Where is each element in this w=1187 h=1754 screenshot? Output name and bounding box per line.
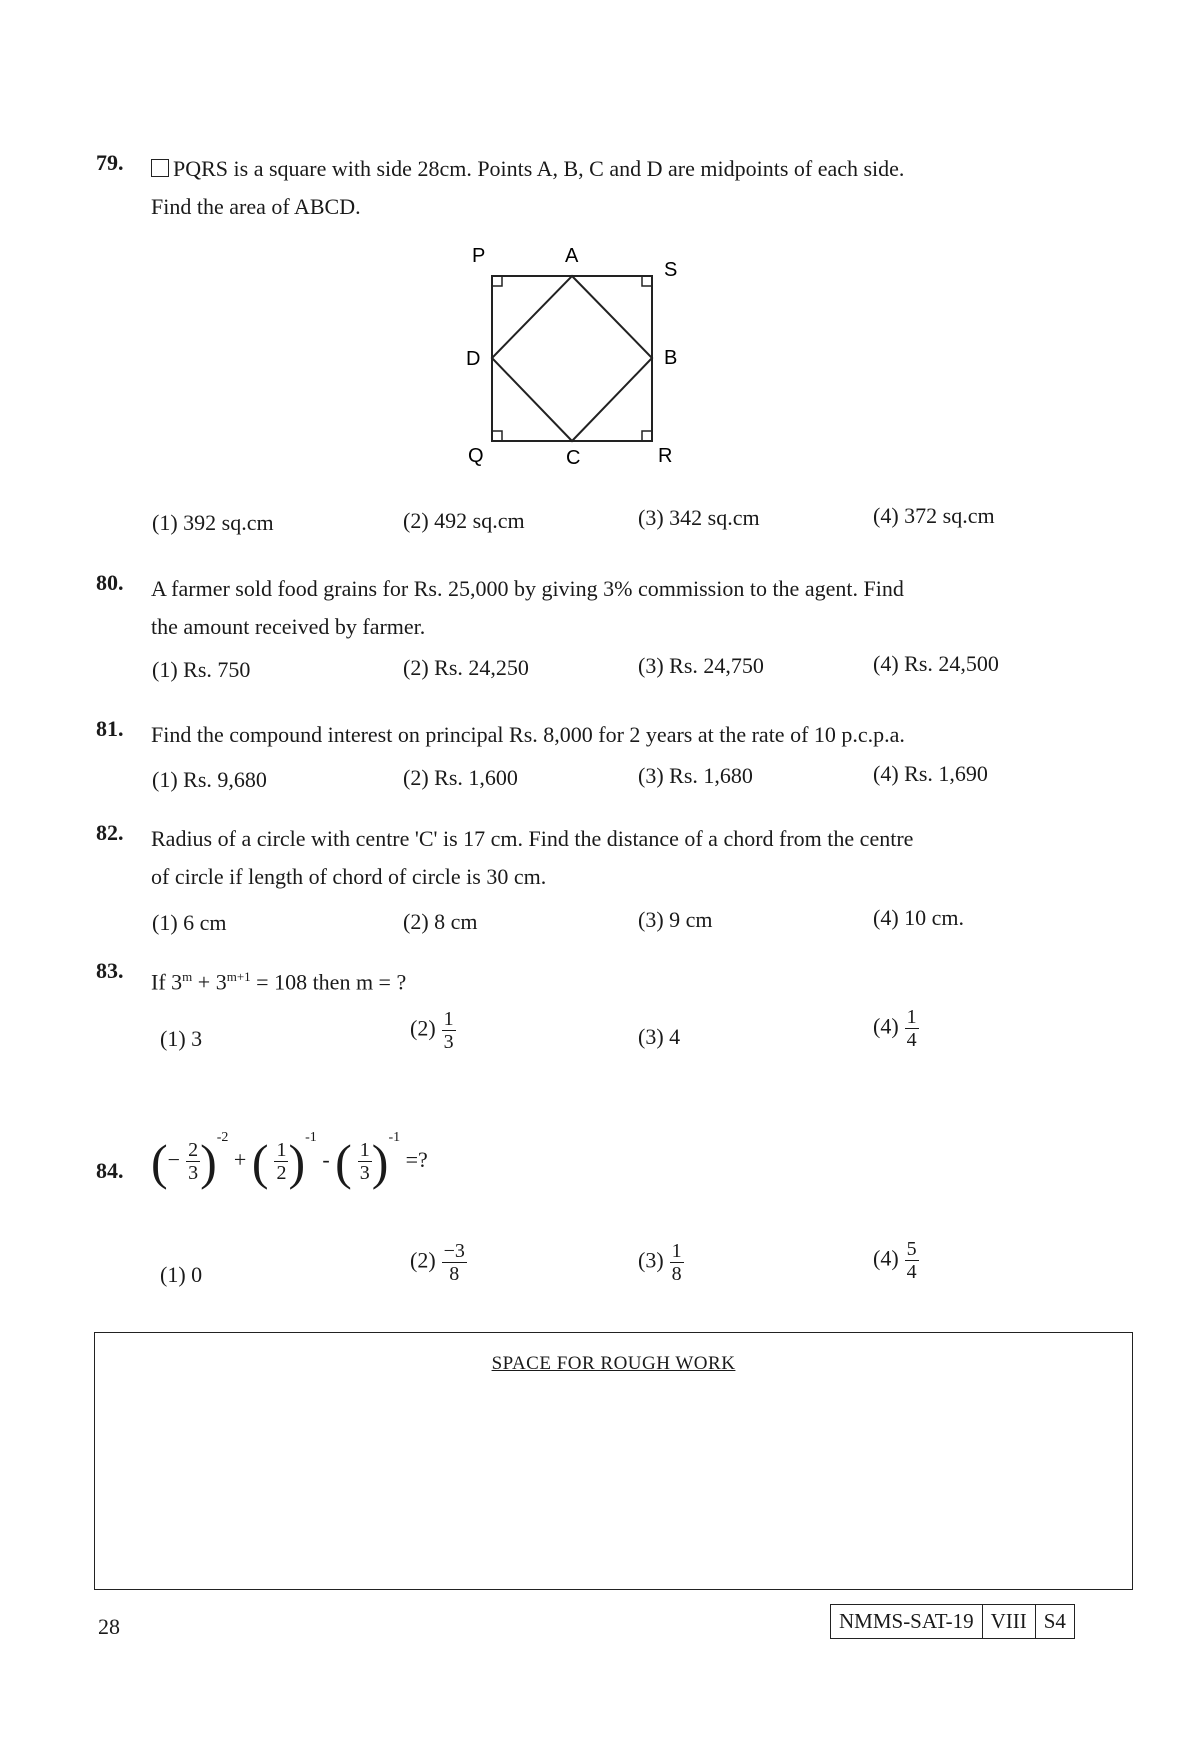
option-4: (4) 10 cm. bbox=[873, 905, 965, 930]
option-2: (2) 8 cm bbox=[403, 909, 478, 934]
option-1: (1) Rs. 9,680 bbox=[152, 767, 267, 792]
fraction: $\frac{1}{4}$ bbox=[906, 1006, 917, 1051]
fraction: $\frac{1}{3}$ bbox=[359, 1139, 370, 1185]
question-number: 79. bbox=[96, 150, 124, 175]
math-expression: (− $\frac{2}{3}$ )$^{-2}$ + ( $\frac{1}{2}$ )$^{-1}$ - ( $\frac{1}{3}$ )$^{-1}$ =? bbox=[151, 1130, 428, 1190]
question-text: If $3^m + 3^{m+1} = 108$ then m = ? bbox=[151, 969, 407, 995]
label-a: A bbox=[565, 245, 579, 267]
option-1: (1) Rs. 750 bbox=[152, 657, 251, 682]
option-3: (3) 9 cm bbox=[638, 907, 713, 932]
question-number: 84. bbox=[96, 1158, 124, 1183]
paper-code-exam: NMMS-SAT-19 bbox=[839, 1609, 974, 1633]
label-s: S bbox=[664, 259, 678, 281]
rough-work-box bbox=[94, 1332, 1133, 1590]
label-p: P bbox=[472, 245, 486, 267]
question-number: 83. bbox=[96, 958, 124, 983]
page-number: 28 bbox=[98, 1614, 120, 1639]
option-2: (2) $\frac{-3}{8}$ bbox=[410, 1240, 465, 1285]
option-2: (2) Rs. 1,600 bbox=[403, 765, 518, 790]
paper-code bbox=[830, 1604, 1075, 1639]
question-text: Find the compound interest on principal Rs. 8,000 for 2 years at the rate of 10 p.c.p.a. bbox=[151, 722, 905, 747]
question-number: 81. bbox=[96, 716, 124, 741]
label-d: D bbox=[466, 348, 481, 370]
right-angle-mark-q bbox=[492, 431, 502, 441]
option-3: (3) 4 bbox=[638, 1024, 681, 1049]
option-2: (2) 492 sq.cm bbox=[403, 508, 525, 533]
fraction: $\frac{-3}{8}$ bbox=[443, 1240, 465, 1285]
question-number: 82. bbox=[96, 820, 124, 845]
option-4: (4) $\frac{5}{4}$ bbox=[873, 1238, 917, 1283]
option-3: (3) 342 sq.cm bbox=[638, 505, 760, 530]
option-3: (3) Rs. 24,750 bbox=[638, 653, 764, 678]
option-4: (4) $\frac{1}{4}$ bbox=[873, 1006, 917, 1051]
label-b: B bbox=[664, 347, 678, 369]
paper-code-set: S4 bbox=[1035, 1605, 1074, 1638]
fraction: $\frac{5}{4}$ bbox=[906, 1238, 917, 1283]
option-1: (1) 392 sq.cm bbox=[152, 510, 274, 535]
square-abcd bbox=[492, 276, 652, 441]
fraction: $\frac{1}{3}$ bbox=[443, 1008, 454, 1053]
option-4: (4) Rs. 24,500 bbox=[873, 651, 999, 676]
option-3: (3) Rs. 1,680 bbox=[638, 763, 753, 788]
option-3: (3) $\frac{1}{8}$ bbox=[638, 1240, 682, 1285]
label-r: R bbox=[658, 445, 673, 467]
right-angle-mark-s bbox=[642, 276, 652, 286]
square-figure bbox=[440, 240, 700, 480]
paper-code-class: VIII bbox=[982, 1605, 1035, 1638]
right-angle-mark-r bbox=[642, 431, 652, 441]
label-c: C bbox=[566, 447, 581, 469]
option-4: (4) Rs. 1,690 bbox=[873, 761, 988, 786]
square-symbol-icon bbox=[151, 159, 169, 177]
option-4: (4) 372 sq.cm bbox=[873, 503, 995, 528]
option-1: (1) 0 bbox=[160, 1262, 203, 1287]
question-text: PQRS is a square with side 28cm. Points A, B, C and D are midpoints of each side. Find the area of ABCD. bbox=[151, 156, 905, 219]
right-angle-mark-p bbox=[492, 276, 502, 286]
fraction: $\frac{1}{2}$ bbox=[276, 1139, 287, 1185]
fraction: $\frac{2}{3}$ bbox=[188, 1139, 199, 1185]
question-text: A farmer sold food grains for Rs. 25,000 by giving 3% commission to the agent. Find the amount received by farmer. bbox=[151, 576, 904, 639]
option-1: (1) 6 cm bbox=[152, 910, 227, 935]
label-q: Q bbox=[468, 445, 484, 467]
option-1: (1) 3 bbox=[160, 1026, 203, 1051]
fraction: $\frac{1}{8}$ bbox=[671, 1240, 682, 1285]
rough-work-title: SPACE FOR ROUGH WORK bbox=[491, 1353, 736, 1374]
option-2: (2) Rs. 24,250 bbox=[403, 655, 529, 680]
square-pqrs bbox=[492, 276, 652, 441]
question-number: 80. bbox=[96, 570, 124, 595]
option-2: (2) $\frac{1}{3}$ bbox=[410, 1008, 454, 1053]
question-text: Radius of a circle with centre 'C' is 17 cm. Find the distance of a chord from the centre of circle if length of chord of circle is 30 cm. bbox=[151, 826, 914, 889]
